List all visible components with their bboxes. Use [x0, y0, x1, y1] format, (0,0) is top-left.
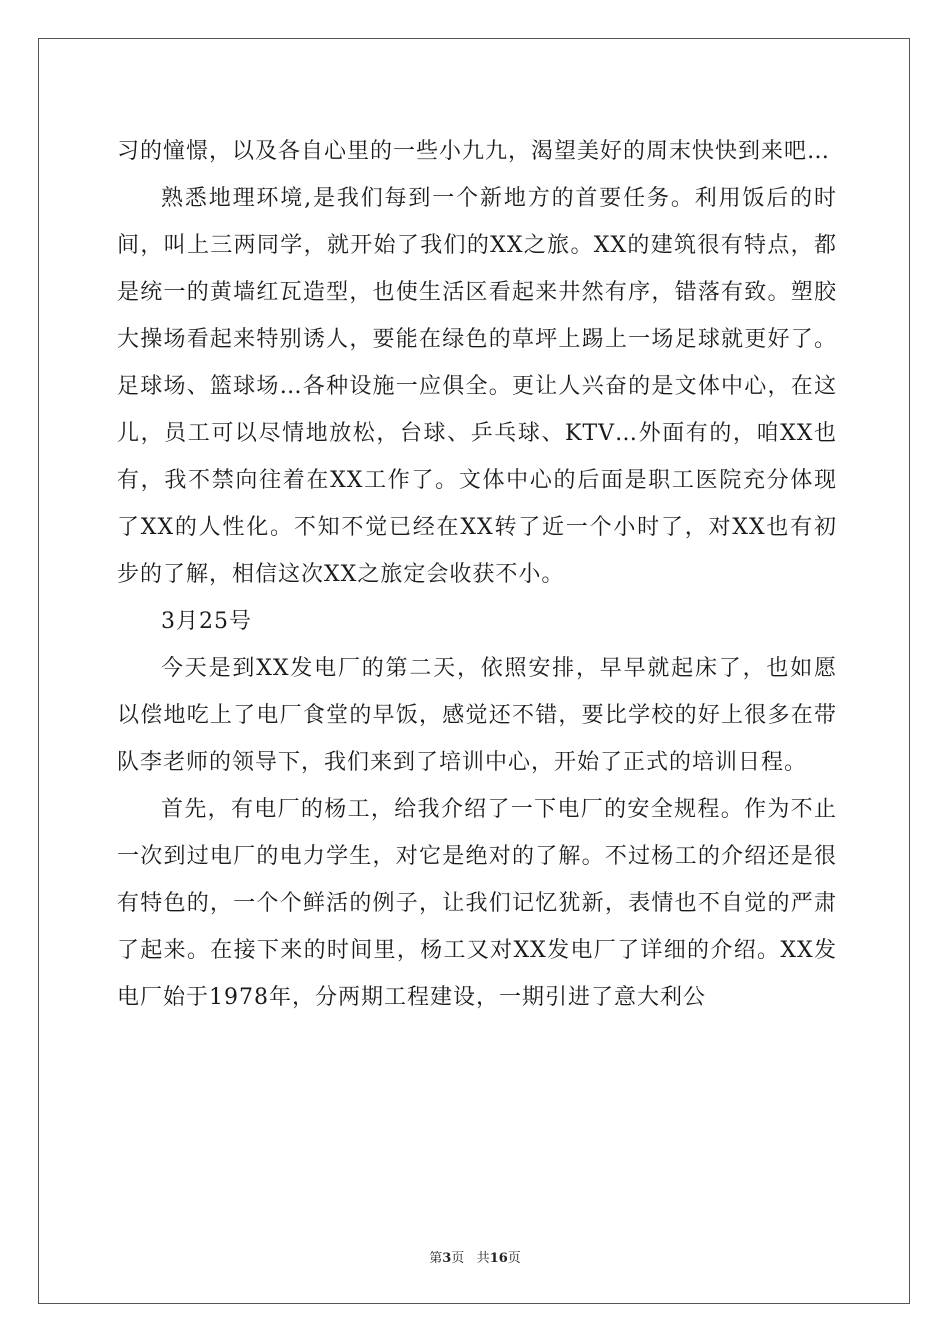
total-prefix: 共	[476, 1251, 490, 1266]
paragraph-3: 今天是到XX发电厂的第二天，依照安排，早早就起床了，也如愿以偿地吃上了电厂食堂的早饭，感觉还不错，要比学校的好上很多在带队李老师的领导下，我们来到了培训中心，开始了正式的培训日程。	[117, 656, 837, 775]
paragraph-2: 熟悉地理环境,是我们每到一个新地方的首要任务。利用饭后的时间，叫上三两同学，就开始了我们的XX之旅。XX的建筑很有特点，都是统一的黄墙红瓦造型，也使生活区看起来井然有序，错落有致。塑胶大操场看起来特别诱人，要能在绿色的草坪上踢上一场足球就更好了。足球场、篮球场…各种设施一应俱全。更让人兴奋的是文体中心，在这儿，员工可以尽情地放松，台球、乒乓球、KTV…外面有的，咱XX也有，我不禁向往着在XX工作了。文体中心的后面是职工医院充分体现了XX的人性化。不知不觉已经在XX转了近一个小时了，对XX也有初步的了解，相信这次XX之旅定会收获不小。	[117, 186, 837, 587]
page-number: 3	[442, 1251, 452, 1266]
paragraph-4: 首先，有电厂的杨工，给我介绍了一下电厂的安全规程。作为不止一次到过电厂的电力学生，对它是绝对的了解。不过杨工的介绍还是很有特色的，一个个鲜活的例子，让我们记忆犹新，表情也不自觉的严肃了起来。在接下来的时间里，杨工又对XX发电厂了详细的介绍。XX发电厂始于1978年，分两期工程建设，一期引进了意大利公	[117, 797, 837, 1010]
page-footer	[0, 1247, 950, 1266]
date-heading: 3月25号	[161, 609, 252, 634]
total-suffix: 页	[507, 1251, 521, 1266]
total-pages: 16	[489, 1251, 508, 1266]
paragraph-1: 习的憧憬，以及各自心里的一些小九九，渴望美好的周末快快到来吧…	[117, 139, 831, 164]
page-prefix: 第	[429, 1251, 443, 1266]
document-body	[117, 128, 837, 1021]
page-suffix: 页	[451, 1251, 465, 1266]
